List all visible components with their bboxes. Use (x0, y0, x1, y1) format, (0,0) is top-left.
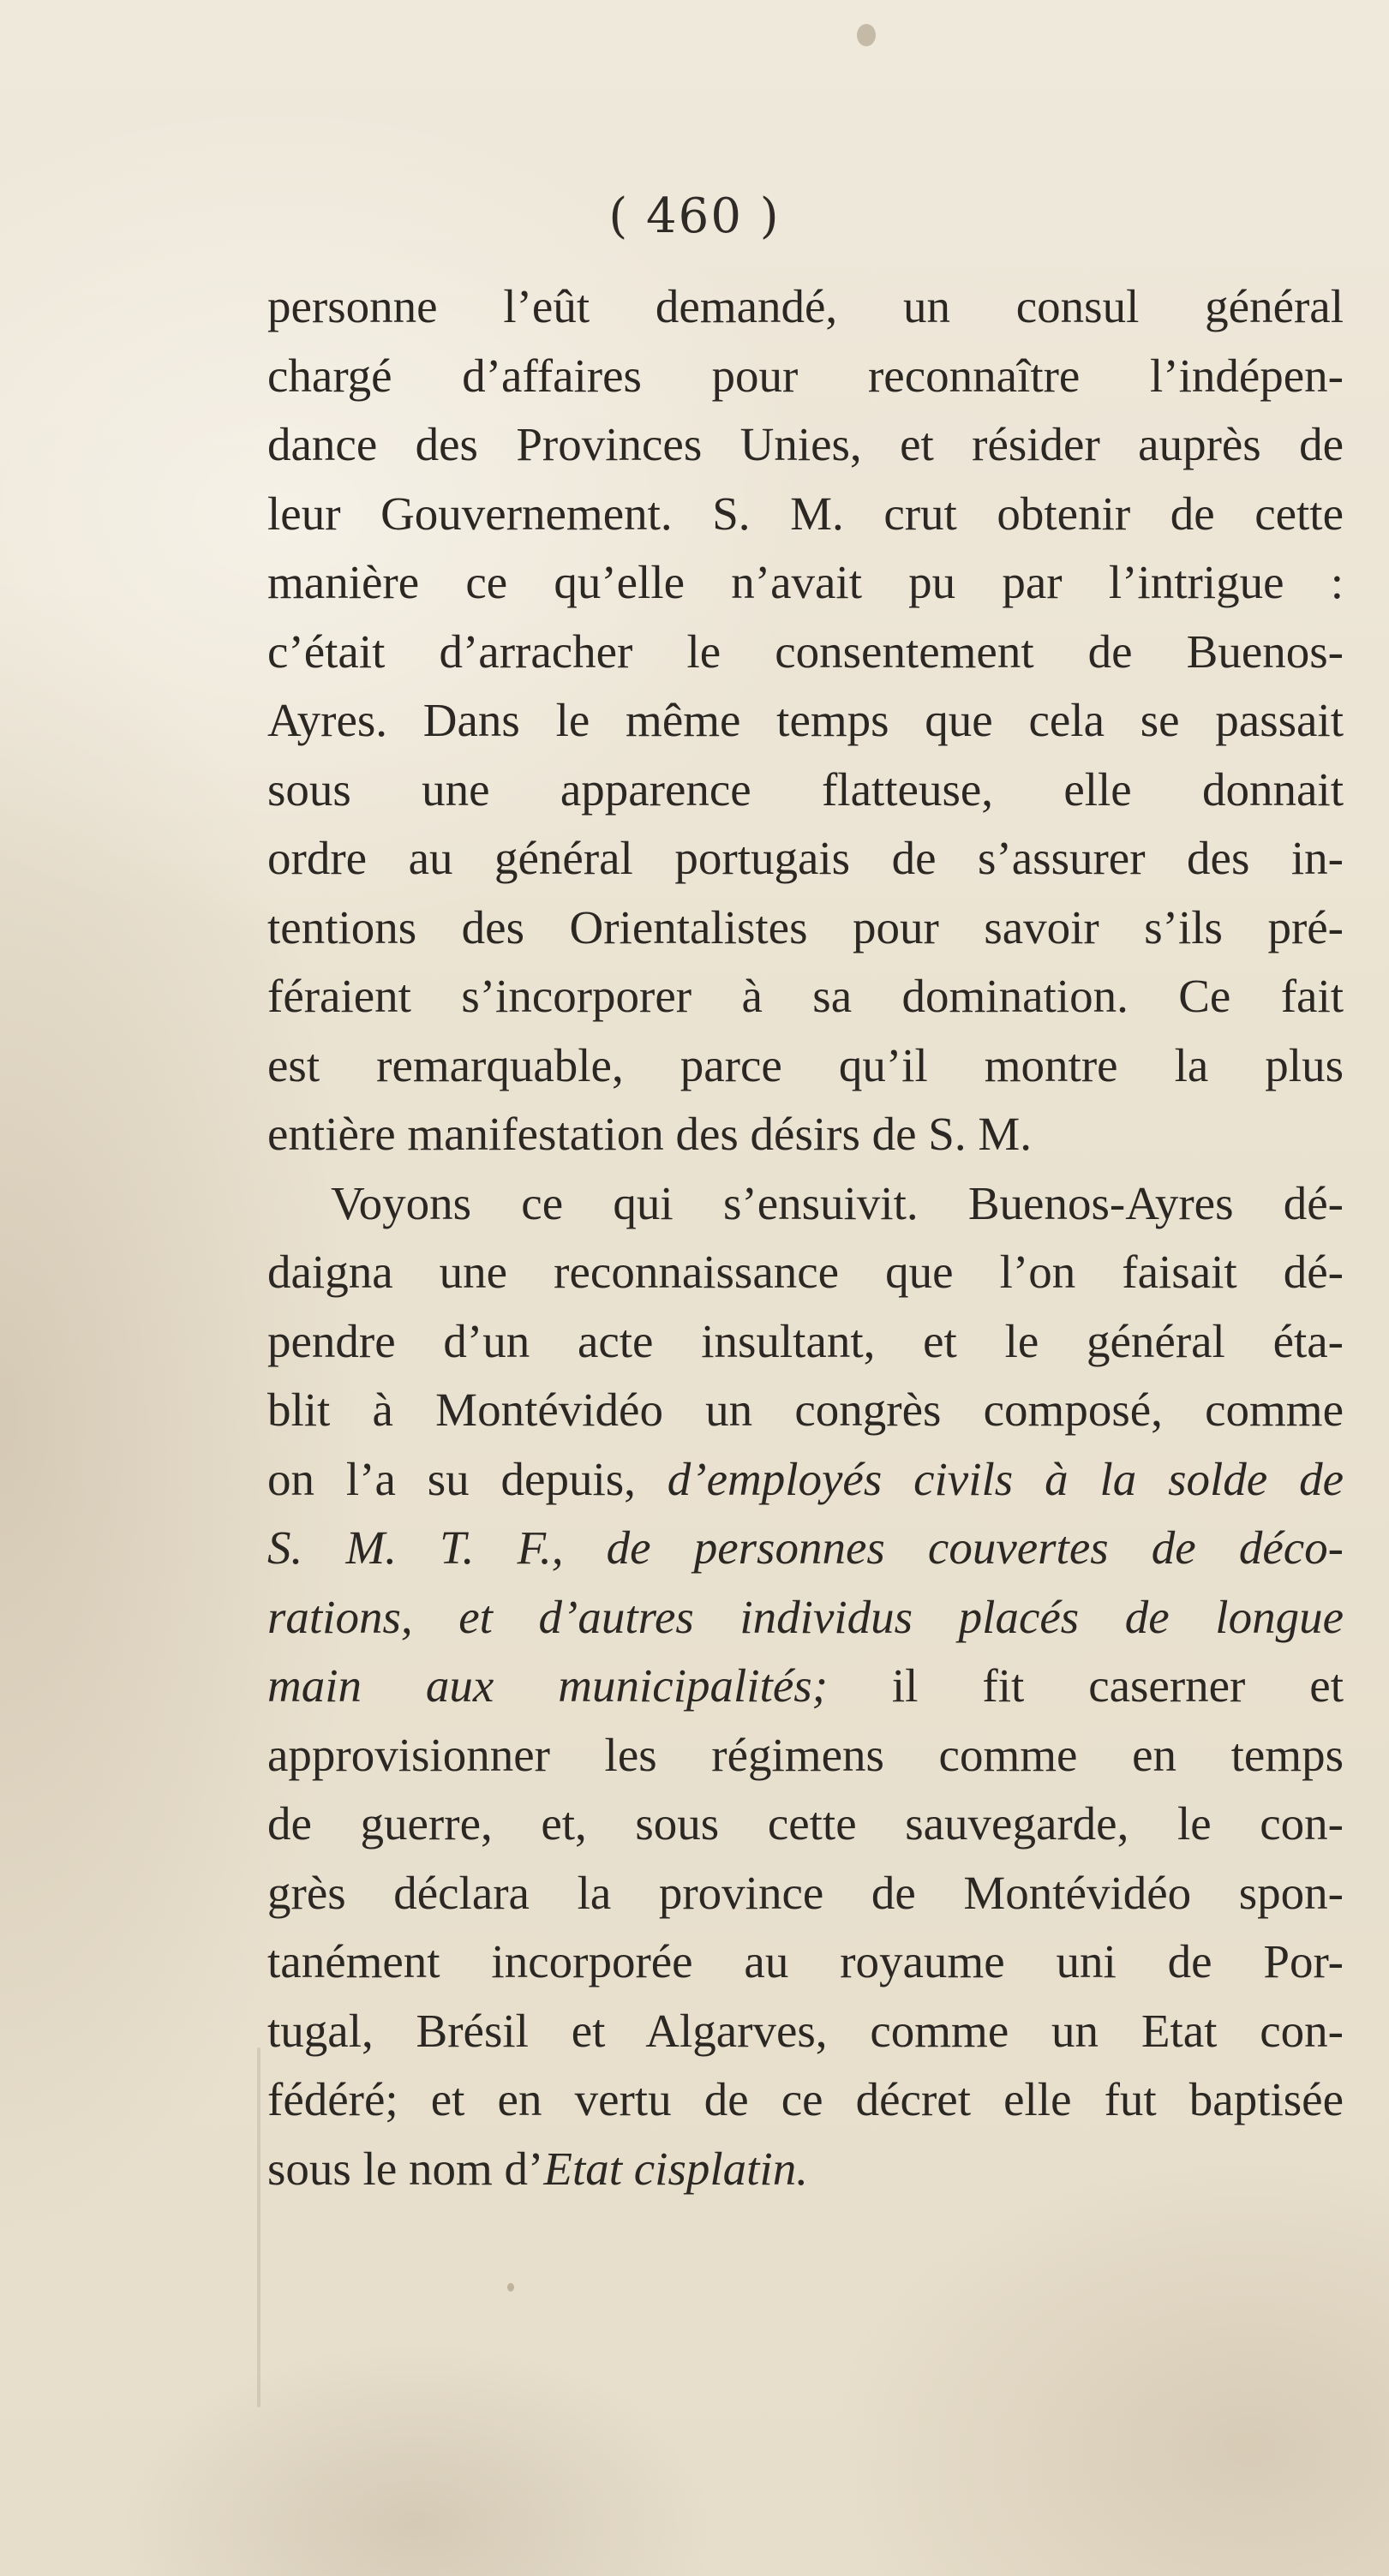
text-line (267, 342, 1344, 411)
text-segment: pendre d’un acte insultant, et le général éta- (267, 1314, 1344, 1367)
text-line (267, 1100, 1344, 1169)
text-line (267, 1514, 1344, 1583)
italic-text: S. M. T. F., de personnes couvertes de déco- (267, 1521, 1344, 1574)
text-segment: personne l’eût demandé, un consul général (267, 280, 1344, 332)
text-line (267, 480, 1344, 549)
text-line (267, 1928, 1344, 1997)
text-line (267, 1307, 1344, 1377)
text-segment: blit à Montévidéo un congrès composé, comme (267, 1384, 1344, 1436)
text-segment: leur Gouvernement. S. M. crut obtenir de cette (267, 487, 1344, 540)
paper-stain (257, 2047, 260, 2407)
body-text (267, 272, 1344, 2203)
text-line (267, 548, 1344, 618)
text-line (267, 1790, 1344, 1859)
text-line (267, 410, 1344, 480)
paper-stain (507, 2283, 514, 2292)
text-segment: il fit caserner et (827, 1659, 1344, 1712)
text-segment: fédéré; et en vertu de ce décret elle fut baptisée (267, 2073, 1344, 2125)
text-segment: Voyons ce qui s’ensuivit. Buenos-Ayres dé- (331, 1176, 1344, 1229)
text-line (267, 756, 1344, 825)
text-line (267, 618, 1344, 687)
paper-stain (857, 24, 876, 46)
text-segment: chargé d’affaires pour reconnaître l’indépen- (267, 349, 1344, 402)
text-segment: ordre au général portugais de s’assurer des in- (267, 832, 1344, 884)
text-line (267, 1721, 1344, 1790)
text-segment: Ayres. Dans le même temps que cela se passait (267, 694, 1344, 746)
text-segment: est remarquable, parce qu’il montre la plus (267, 1038, 1344, 1091)
text-line (267, 1031, 1344, 1101)
text-segment: approvisionner les régimens comme en temps (267, 1728, 1344, 1781)
text-line (267, 1652, 1344, 1721)
text-line (267, 272, 1344, 342)
text-segment: de guerre, et, sous cette sauvegarde, le con- (267, 1797, 1344, 1850)
italic-text: Etat cisplatin. (543, 2142, 808, 2195)
text-segment: tugal, Brésil et Algarves, comme un Etat con- (267, 2004, 1344, 2057)
text-line (267, 1997, 1344, 2066)
text-segment: sous le nom d’ (267, 2142, 544, 2195)
text-line (267, 2135, 1344, 2204)
text-line (267, 962, 1344, 1031)
text-line (267, 686, 1344, 756)
text-segment: manière ce qu’elle n’avait pu par l’intrigue : (267, 556, 1344, 608)
italic-text: main aux municipalités; (267, 1659, 828, 1712)
text-segment: féraient s’incorporer à sa domination. Ce fait (267, 970, 1344, 1022)
text-segment: on l’a su depuis, (267, 1452, 668, 1505)
text-segment: tentions des Orientalistes pour savoir s’ils pré- (267, 900, 1344, 953)
italic-text: rations, et d’autres individus placés de longue (267, 1590, 1344, 1643)
paragraph (267, 1169, 1344, 2204)
text-line (267, 2065, 1344, 2135)
text-line (267, 1859, 1344, 1928)
italic-text: d’employés civils à la solde de (667, 1452, 1344, 1505)
text-line (267, 1169, 1344, 1239)
page-number: ( 460 ) (608, 188, 781, 244)
text-line (267, 1376, 1344, 1445)
text-line (267, 1583, 1344, 1653)
text-line (267, 894, 1344, 963)
text-segment: grès déclara la province de Montévidéo spon- (267, 1866, 1344, 1919)
text-segment: tanément incorporée au royaume uni de Por- (267, 1935, 1344, 1987)
text-segment: c’était d’arracher le consentement de Buenos- (267, 625, 1344, 678)
text-segment: sous une apparence flatteuse, elle donnait (267, 762, 1344, 816)
text-segment: entière manifestation des désirs de S. M. (267, 1108, 1033, 1160)
paragraph (267, 272, 1344, 1169)
text-line (267, 1238, 1344, 1307)
text-line (267, 1445, 1344, 1515)
text-line (267, 824, 1344, 894)
text-segment: dance des Provinces Unies, et résider auprès de (267, 418, 1344, 470)
text-segment: daigna une reconnaissance que l’on faisait dé- (267, 1246, 1344, 1298)
